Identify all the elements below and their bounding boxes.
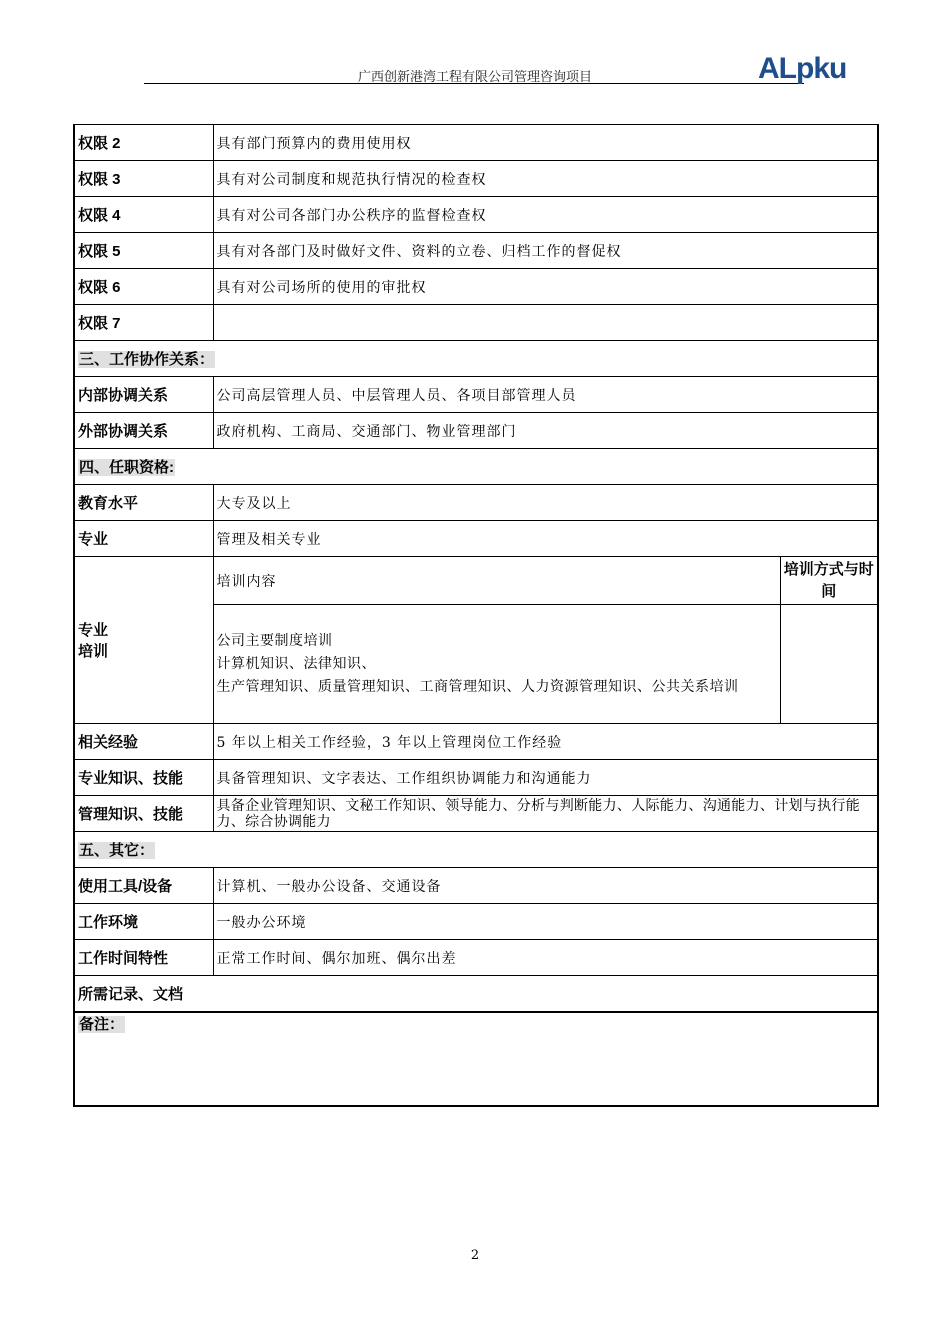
training-method-cell (780, 605, 878, 724)
authority-label: 权限 4 (74, 197, 213, 233)
mgmt-skill-value: 具备企业管理知识、文秘工作知识、领导能力、分析与判断能力、人际能力、沟通能力、计划与执行能力、综合协调能力 (213, 796, 878, 832)
authority-label: 权限 3 (74, 161, 213, 197)
section-row (74, 341, 878, 377)
company-logo (758, 50, 870, 84)
qualification-row (74, 760, 878, 796)
section-row (74, 832, 878, 868)
training-label (74, 557, 213, 724)
authority-value: 具有对公司各部门办公秩序的监督检查权 (213, 197, 878, 233)
other-row (74, 904, 878, 940)
authority-row (74, 269, 878, 305)
training-line: 公司主要制度培训 (216, 632, 333, 649)
training-line: 计算机知识、法律知识、 (216, 655, 376, 672)
environment-value: 一般办公环境 (213, 904, 878, 940)
notes-cell (74, 1012, 878, 1106)
other-row (74, 868, 878, 904)
records-label: 所需记录、文档 (74, 976, 878, 1013)
authority-label: 权限 5 (74, 233, 213, 269)
work-time-value: 正常工作时间、偶尔加班、偶尔出差 (213, 940, 878, 976)
training-content-header: 培训内容 (213, 557, 780, 605)
authority-value: 具有对公司场所的使用的审批权 (213, 269, 878, 305)
internal-coordination-value: 公司高层管理人员、中层管理人员、各项目部管理人员 (213, 377, 878, 413)
authority-value: 具有部门预算内的费用使用权 (213, 125, 878, 161)
training-label-line-2: 培训 (78, 643, 109, 660)
major-label: 专业 (74, 521, 213, 557)
major-value: 管理及相关专业 (213, 521, 878, 557)
authority-row (74, 233, 878, 269)
training-label-line-1: 专业 (78, 622, 109, 639)
authority-value: 具有对各部门及时做好文件、资料的立卷、归档工作的督促权 (213, 233, 878, 269)
authority-row (74, 305, 878, 341)
authority-value (213, 305, 878, 341)
coordination-row (74, 377, 878, 413)
authority-row (74, 197, 878, 233)
header-rule (144, 83, 804, 84)
section-5-title: 五、其它： (79, 842, 155, 859)
coordination-row (74, 413, 878, 449)
section-3-cell (74, 341, 878, 377)
notes-row (74, 1012, 878, 1106)
authority-row (74, 161, 878, 197)
logo-text: ALpku (758, 52, 847, 84)
education-label: 教育水平 (74, 485, 213, 521)
page-number: 2 (470, 1248, 480, 1263)
pro-skill-value: 具备管理知识、文字表达、工作组织协调能力和沟通能力 (213, 760, 878, 796)
other-row (74, 940, 878, 976)
section-4-cell (74, 449, 878, 485)
section-4-title: 四、任职资格: (79, 459, 174, 476)
authority-label: 权限 6 (74, 269, 213, 305)
qualification-row (74, 796, 878, 832)
section-3-title: 三、工作协作关系： (79, 351, 215, 368)
authority-label: 权限 2 (74, 125, 213, 161)
job-description-table (73, 124, 879, 1107)
training-line: 生产管理知识、质量管理知识、工商管理知识、人力资源管理知识、公共关系培训 (216, 678, 739, 695)
experience-label: 相关经验 (74, 724, 213, 760)
pro-skill-label: 专业知识、技能 (74, 760, 213, 796)
tools-value: 计算机、一般办公设备、交通设备 (213, 868, 878, 904)
external-coordination-label: 外部协调关系 (74, 413, 213, 449)
training-content-cell (213, 605, 780, 724)
training-method-header: 培训方式与时间 (780, 557, 878, 605)
tools-label: 使用工具/设备 (74, 868, 213, 904)
environment-label: 工作环境 (74, 904, 213, 940)
qualification-row (74, 521, 878, 557)
internal-coordination-label: 内部协调关系 (74, 377, 213, 413)
authority-value: 具有对公司制度和规范执行情况的检查权 (213, 161, 878, 197)
education-value: 大专及以上 (213, 485, 878, 521)
authority-label: 权限 7 (74, 305, 213, 341)
section-row (74, 449, 878, 485)
notes-label: 备注： (79, 1016, 125, 1033)
qualification-row (74, 485, 878, 521)
work-time-label: 工作时间特性 (74, 940, 213, 976)
mgmt-skill-label: 管理知识、技能 (74, 796, 213, 832)
section-5-cell (74, 832, 878, 868)
other-row (74, 976, 878, 1013)
authority-row (74, 125, 878, 161)
header-title: 广西创新港湾工程有限公司管理咨询项目 (357, 70, 592, 85)
qualification-row (74, 724, 878, 760)
experience-value: 5 年以上相关工作经验，3 年以上管理岗位工作经验 (213, 724, 878, 760)
training-header-row (74, 557, 878, 605)
external-coordination-value: 政府机构、工商局、交通部门、物业管理部门 (213, 413, 878, 449)
